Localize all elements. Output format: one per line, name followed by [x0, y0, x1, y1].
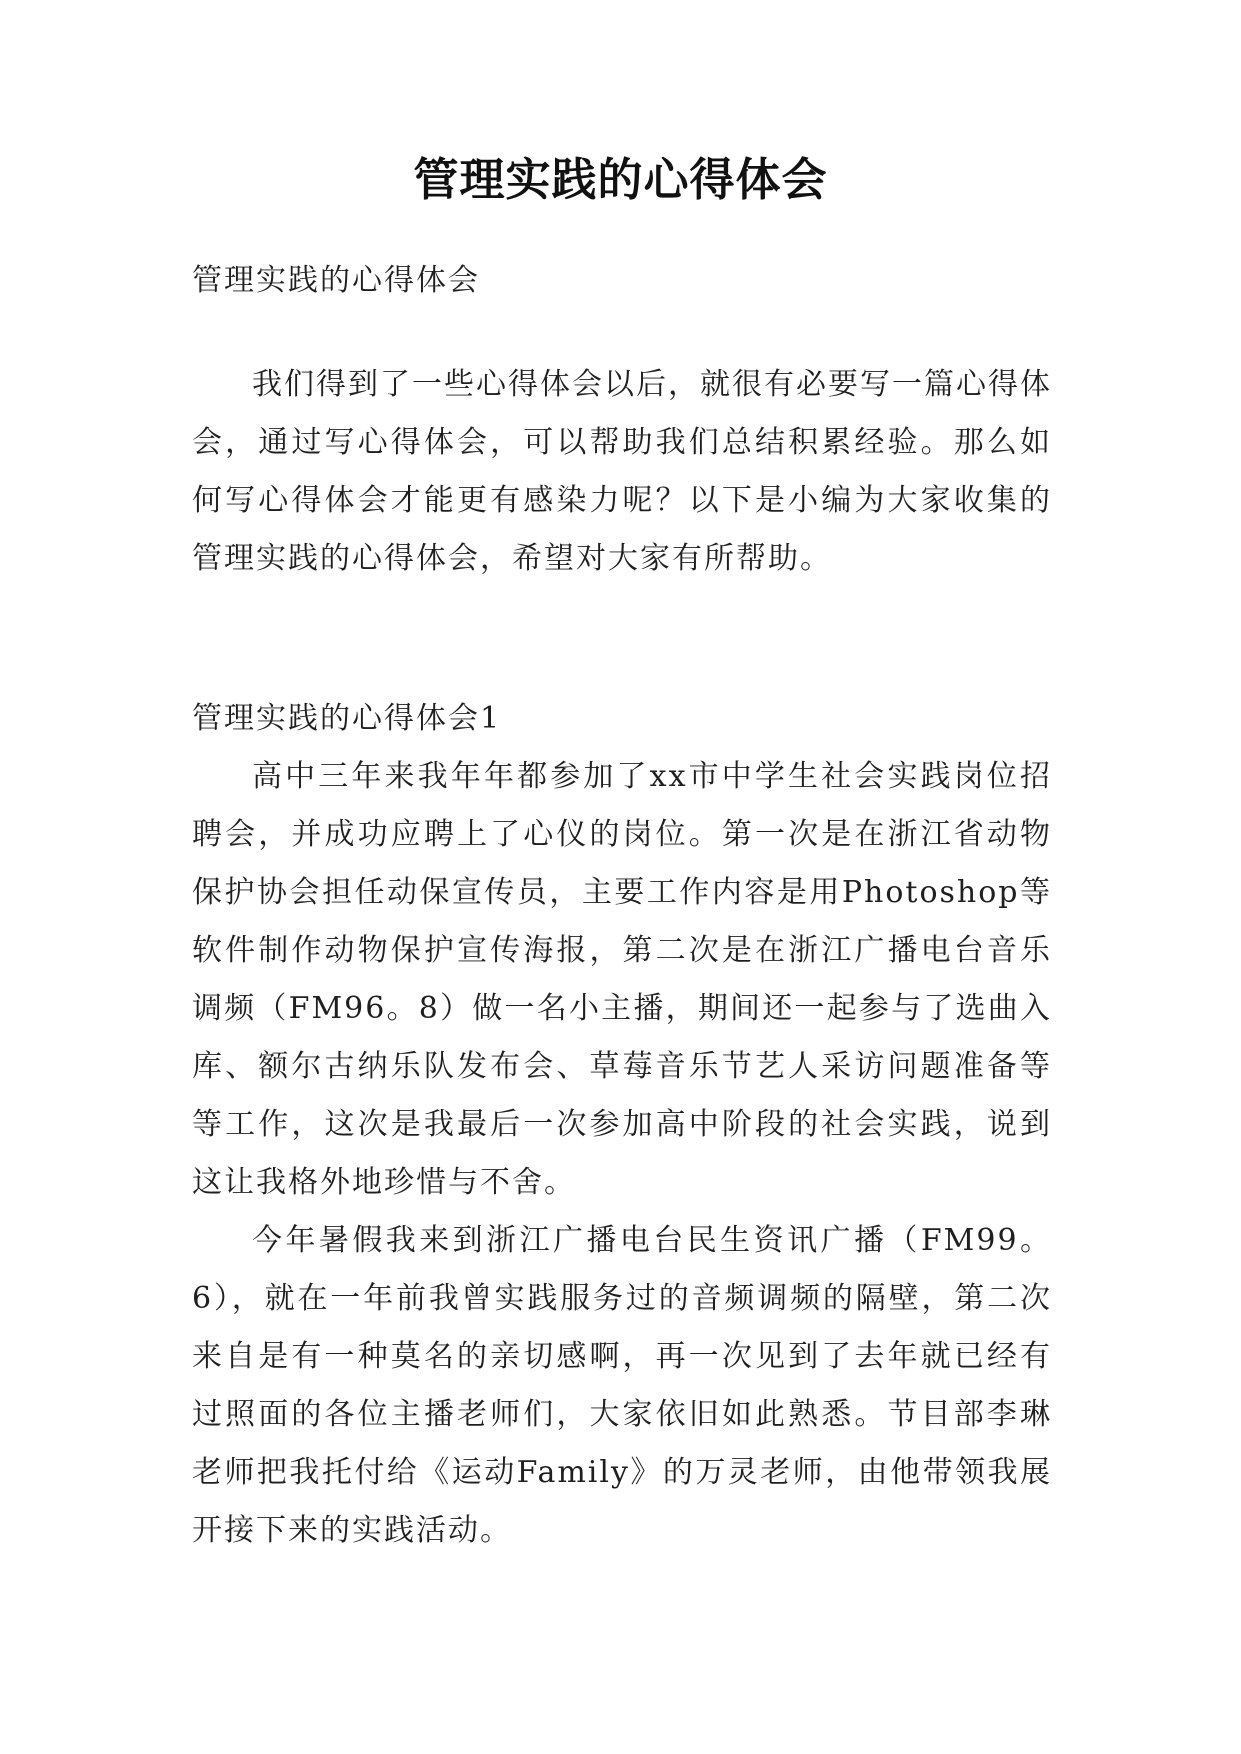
intro-paragraph: 我们得到了一些心得体会以后，就很有必要写一篇心得体会，通过写心得体会，可以帮助我们总结积累经验。那么如何写心得体会才能更有感染力呢？以下是小编为大家收集的管理实践的心得体会，希望对大家有所帮助。 — [192, 367, 1052, 576]
intro-section — [192, 356, 1052, 588]
section1-body — [192, 748, 1052, 1560]
section1-heading: 管理实践的心得体会1 — [192, 701, 502, 736]
section1-paragraph-2: 今年暑假我来到浙江广播电台民生资讯广播（FM99。6），就在一年前我曾实践服务过的音频调频的隔壁，第二次来自是有一种莫名的亲切感啊，再一次见到了去年就已经有过照面的各位主播老师们，大家依旧如此熟悉。节目部李琳老师把我托付给《运动Family》的万灵老师，由他带领我展开接下来的实践活动。 — [192, 1223, 1052, 1548]
document-title: 管理实践的心得体会 — [413, 153, 828, 206]
document-subtitle: 管理实践的心得体会 — [192, 263, 480, 298]
section1-paragraph-1: 高中三年来我年年都参加了xx市中学生社会实践岗位招聘会，并成功应聘上了心仪的岗位。第一次是在浙江省动物保护协会担任动保宣传员，主要工作内容是用Photoshop等软件制作动物保护宣传海报，第二次是在浙江广播电台音乐调频（FM96。8）做一名小主播，期间还一起参与了选曲入库、额尔古纳乐队发布会、草莓音乐节艺人采访问题准备等等工作，这次是我最后一次参加高中阶段的社会实践，说到这让我格外地珍惜与不舍。 — [192, 759, 1052, 1200]
